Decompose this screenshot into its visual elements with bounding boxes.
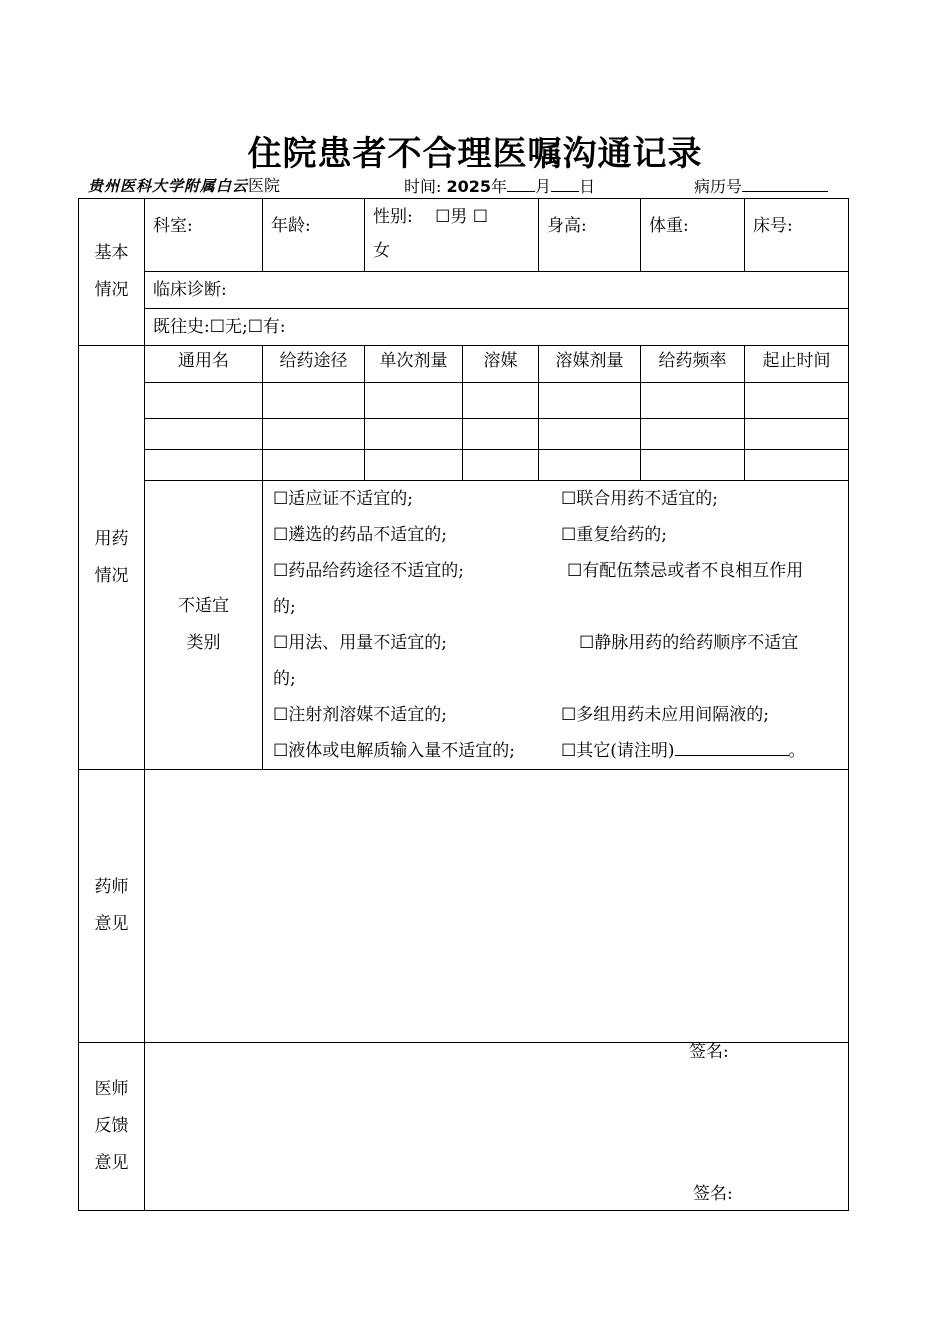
option-duplicate[interactable]: ☐重复给药的; bbox=[561, 525, 667, 545]
history-field[interactable]: 既往史:☐无;☐有: bbox=[145, 309, 849, 346]
table-cell[interactable] bbox=[539, 419, 641, 450]
table-cell[interactable] bbox=[641, 383, 745, 419]
table-cell[interactable] bbox=[745, 383, 849, 419]
basic-section-label: 基本 情况 bbox=[79, 199, 145, 346]
category-label: 不适宜 类别 bbox=[145, 481, 263, 770]
bed-field[interactable]: 床号: bbox=[745, 199, 849, 272]
table-cell[interactable] bbox=[365, 450, 463, 481]
option-fluid-volume[interactable]: ☐液体或电解质输入量不适宜的; bbox=[273, 741, 515, 761]
option-indication[interactable]: ☐适应证不适宜的; bbox=[273, 489, 413, 509]
time-label: 时间: bbox=[404, 177, 442, 196]
option-combination[interactable]: ☐联合用药不适宜的; bbox=[561, 489, 718, 509]
hospital-name-tail: 医院 bbox=[248, 176, 281, 195]
year-suffix: 年 bbox=[491, 177, 508, 196]
department-field[interactable]: 科室: bbox=[145, 199, 263, 272]
record-number-field[interactable] bbox=[742, 174, 828, 192]
day-field[interactable] bbox=[551, 174, 579, 192]
table-cell[interactable] bbox=[745, 419, 849, 450]
record-table bbox=[78, 198, 849, 1211]
table-cell[interactable] bbox=[641, 419, 745, 450]
table-cell[interactable] bbox=[145, 419, 263, 450]
table-cell[interactable] bbox=[539, 450, 641, 481]
option-injection-solvent[interactable]: ☐注射剂溶媒不适宜的; bbox=[273, 705, 447, 725]
table-cell[interactable] bbox=[463, 450, 539, 481]
doctor-signature-label: 签名: bbox=[693, 1184, 733, 1204]
doctor-section-label: 医师 反馈 意见 bbox=[79, 1043, 145, 1211]
record-number bbox=[694, 174, 828, 198]
option-other[interactable]: ☐其它(请注明) 。 bbox=[561, 733, 806, 769]
col-solvent-dose: 溶媒剂量 bbox=[539, 346, 641, 383]
table-cell[interactable] bbox=[463, 383, 539, 419]
table-cell[interactable] bbox=[365, 419, 463, 450]
option-route[interactable]: ☐药品给药途径不适宜的; bbox=[273, 561, 464, 581]
record-label: 病历号 bbox=[694, 177, 743, 196]
option-iv-order[interactable]: ☐静脉用药的给药顺序不适宜 bbox=[579, 633, 799, 653]
col-single-dose: 单次剂量 bbox=[365, 346, 463, 383]
month-suffix: 月 bbox=[535, 177, 552, 196]
option-incompatibility[interactable]: ☐有配伍禁忌或者不良相互作用 bbox=[567, 561, 804, 581]
pharmacist-section-label: 药师 意见 bbox=[79, 770, 145, 1043]
col-period: 起止时间 bbox=[745, 346, 849, 383]
table-cell[interactable] bbox=[263, 450, 365, 481]
table-cell[interactable] bbox=[463, 419, 539, 450]
table-cell[interactable] bbox=[745, 450, 849, 481]
col-route: 给药途径 bbox=[263, 346, 365, 383]
gender-options[interactable]: 性别: ☐男 ☐ bbox=[373, 207, 489, 227]
option-continuation: 的; bbox=[273, 669, 296, 689]
form-title: 住院患者不合理医嘱沟通记录 bbox=[247, 134, 703, 174]
table-row bbox=[79, 450, 849, 481]
option-dosage[interactable]: ☐用法、用量不适宜的; bbox=[273, 633, 447, 653]
col-frequency: 给药频率 bbox=[641, 346, 745, 383]
category-options bbox=[263, 481, 849, 770]
doctor-feedback-area[interactable] bbox=[145, 1043, 849, 1211]
pharmacist-opinion-area[interactable] bbox=[145, 770, 849, 1062]
age-field[interactable]: 年龄: bbox=[263, 199, 365, 272]
table-cell[interactable] bbox=[365, 383, 463, 419]
table-row bbox=[79, 383, 849, 419]
table-cell[interactable] bbox=[641, 450, 745, 481]
other-specify-field[interactable] bbox=[675, 738, 789, 756]
gender-female[interactable]: 女 bbox=[373, 241, 390, 261]
table-cell[interactable] bbox=[263, 419, 365, 450]
day-suffix: 日 bbox=[579, 177, 596, 196]
month-field[interactable] bbox=[507, 174, 535, 192]
table-cell[interactable] bbox=[263, 383, 365, 419]
table-cell[interactable] bbox=[145, 383, 263, 419]
col-solvent: 溶媒 bbox=[463, 346, 539, 383]
year-value: 2025 bbox=[446, 177, 492, 196]
weight-field[interactable]: 体重: bbox=[641, 199, 745, 272]
option-interval-fluid[interactable]: ☐多组用药未应用间隔液的; bbox=[561, 705, 769, 725]
gender-field[interactable] bbox=[365, 199, 539, 272]
diagnosis-field[interactable]: 临床诊断: bbox=[145, 272, 849, 309]
option-continuation: 的; bbox=[273, 597, 296, 617]
table-cell[interactable] bbox=[539, 383, 641, 419]
table-cell[interactable] bbox=[145, 450, 263, 481]
medication-section-label: 用药 情况 bbox=[79, 346, 145, 770]
col-generic-name: 通用名 bbox=[145, 346, 263, 383]
table-row bbox=[79, 419, 849, 450]
hospital-name bbox=[88, 174, 280, 198]
date-line bbox=[404, 174, 595, 198]
hospital-name-bold: 贵州医科大学附属白云 bbox=[88, 177, 249, 195]
option-selection[interactable]: ☐遴选的药品不适宜的; bbox=[273, 525, 447, 545]
height-field[interactable]: 身高: bbox=[539, 199, 641, 272]
pharmacist-signature-label: 签名: bbox=[689, 1042, 729, 1062]
